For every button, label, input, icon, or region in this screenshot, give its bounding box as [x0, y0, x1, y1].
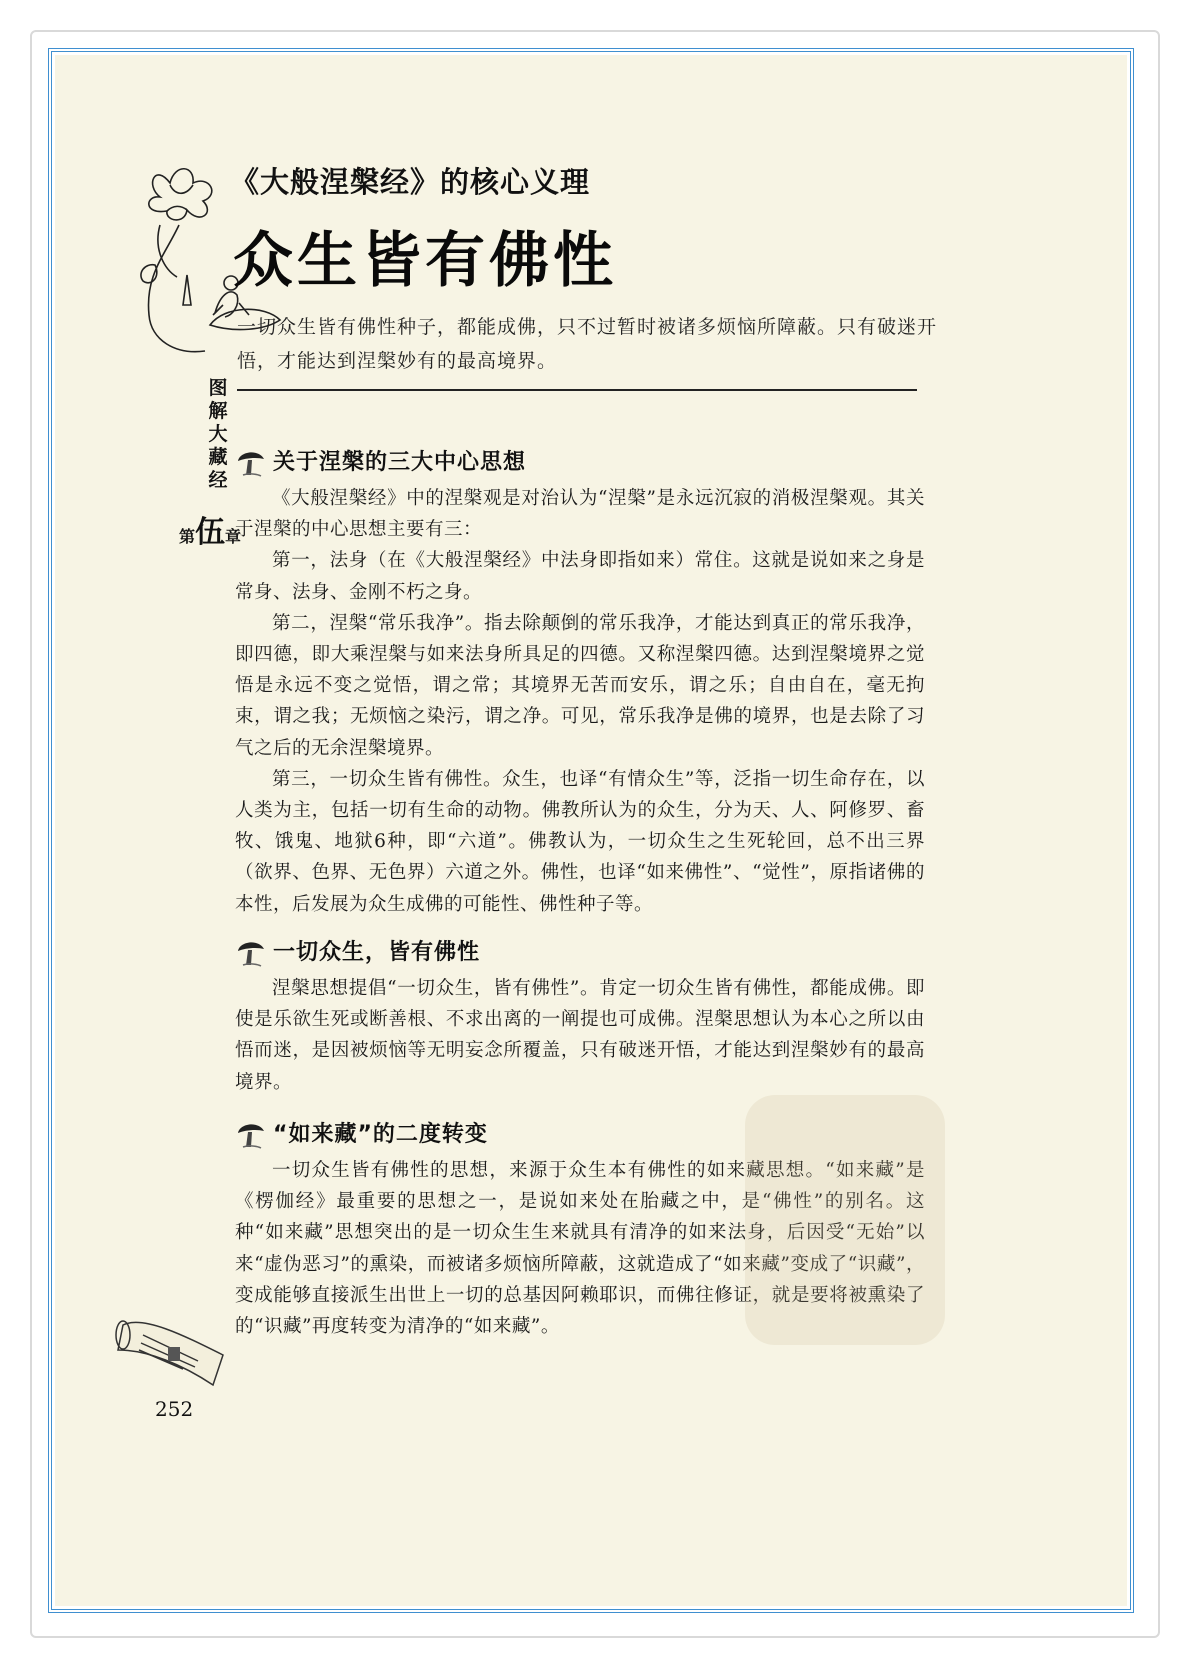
paragraph: 第二，涅槃“常乐我净”。指去除颠倒的常乐我净，才能达到真正的常乐我净，即四德，即大乘涅槃与如来法身所具足的四德。又称涅槃四德。达到涅槃境界之觉悟是永远不变之觉悟，谓之常；其境界无苦而安乐，谓之乐；自由自在，毫无拘束，谓之我；无烦恼之染污，谓之净。可见，常乐我净是佛的境界，也是去除了习气之后的无余涅槃境界。: [235, 612, 925, 759]
section-title: 一切众生，皆有佛性: [273, 940, 481, 965]
section-buddha-nature: [235, 935, 925, 1098]
section-nirvana-thoughts: [235, 445, 925, 920]
page-number: 252: [155, 1397, 194, 1421]
page-title: 众生皆有佛性: [233, 226, 617, 296]
series-char: 图: [208, 377, 228, 399]
chapter-label: [179, 507, 241, 551]
section-heading: [235, 935, 925, 973]
series-char: 解: [208, 400, 228, 422]
chapter-number: 伍: [195, 515, 226, 550]
series-char: 藏: [208, 446, 228, 468]
mushroom-bullet-icon: [235, 1119, 267, 1151]
series-title: [207, 377, 229, 492]
mushroom-bullet-icon: [235, 937, 267, 969]
series-char: 经: [208, 469, 228, 491]
section-title: “如来藏”的二度转变: [273, 1122, 488, 1147]
paragraph: 第一，法身（在《大般涅槃经》中法身即指如来）常住。这就是说如来之身是常身、法身、金刚不朽之身。: [235, 550, 925, 603]
title-divider: [237, 389, 917, 391]
section-title: 关于涅槃的三大中心思想: [273, 450, 527, 475]
page-subtitle: 《大般涅槃经》的核心义理: [230, 165, 591, 199]
scroll-illustration: [113, 1305, 233, 1395]
paragraph: 第三，一切众生皆有佛性。众生，也译“有情众生”等，泛指一切生命存在，以人类为主，包括一切有生命的动物。佛教所认为的众生，分为天、人、阿修罗、畜牧、饿鬼、地狱6种，即“六道”。佛教认为，一切众生之生死轮回，总不出三界（欲界、色界、无色界）六道之外。佛性，也译“如来佛性”、“觉性”，原指诸佛的本性，后发展为众生成佛的可能性、佛性种子等。: [235, 768, 925, 915]
chapter-prefix: 第: [179, 527, 196, 546]
intro-summary: 一切众生皆有佛性种子，都能成佛，只不过暂时被诸多烦恼所障蔽。只有破迷开悟，才能达到涅槃妙有的最高境界。: [237, 316, 938, 372]
section-heading: [235, 445, 925, 483]
series-char: 大: [208, 423, 228, 445]
chapter-suffix: 章: [225, 527, 242, 546]
mushroom-bullet-icon: [235, 447, 267, 479]
book-page: [55, 55, 1127, 1606]
paragraph: 涅槃思想提倡“一切众生，皆有佛性”。肯定一切众生皆有佛性，都能成佛。即使是乐欲生死或断善根、不求出离的一阐提也可成佛。涅槃思想认为本心之所以由悟而迷，是因被烦恼等无明妄念所覆盖，只有破迷开悟，才能达到涅槃妙有的最高境界。: [235, 978, 925, 1093]
paragraph: 《大般涅槃经》中的涅槃观是对治认为“涅槃”是永远沉寂的消极涅槃观。其关于涅槃的中心思想主要有三：: [235, 488, 925, 541]
paragraph: 一切众生皆有佛性的思想，来源于众生本有佛性的如来藏思想。“如来藏”是《楞伽经》最重要的思想之一，是说如来处在胎藏之中，是“佛性”的别名。这种“如来藏”思想突出的是一切众生生来就具有清净的如来法身，后因受“无始”以来“虚伪恶习”的熏染，而被诸多烦恼所障蔽，这就造成了“如来藏”变成了“识藏”，变成能够直接派生出世上一切的总基因阿赖耶识，而佛往修证，就是要将被熏染了的“识藏”再度转变为清净的“如来藏”。: [235, 1160, 925, 1338]
seal-watermark: [735, 1085, 955, 1355]
